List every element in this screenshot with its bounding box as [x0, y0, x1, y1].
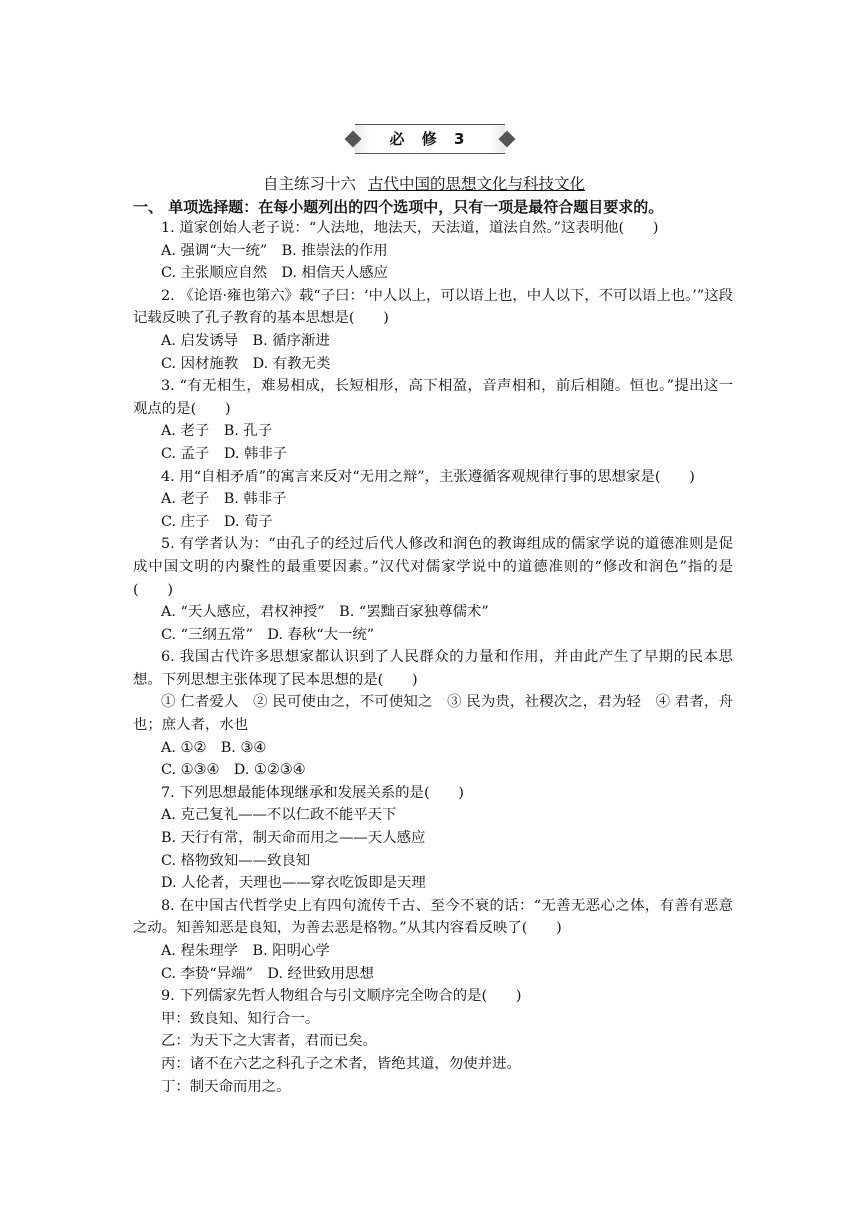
practice-topic: 古代中国的思想文化与科技文化: [368, 175, 586, 193]
q2-stem: 2. 《论语·雍也第六》载“子曰：‘中人以上，可以语上也，中人以下，不可以语上也。’”这段记载反映了孔子教育的基本思想是( ): [133, 287, 733, 327]
q7-option-a: A. 克己复礼——不以仁政不能平天下: [161, 807, 397, 824]
q4-options-cd: C. 庄子 D. 荀子: [161, 513, 273, 530]
q9-line-bing: 丙：诸不在六艺之科孔子之术者，皆绝其道，勿使并进。: [161, 1055, 521, 1072]
q2-options-ab: A. 启发诱导 B. 循序渐进: [161, 332, 330, 349]
practice-title: [0, 172, 860, 194]
q7-option-b: B. 天行有常，制天命而用之——天人感应: [161, 830, 426, 847]
q9-line-jia: 甲：致良知、知行合一。: [161, 1010, 320, 1027]
q3-stem: 3. “有无相生，难易相成，长短相形，高下相盈，音声相和，前后相随。恒也。”提出这一观点的是( ): [133, 378, 733, 417]
q4-options-ab: A. 老子 B. 韩非子: [161, 491, 287, 508]
q9-line-ding: 丁：制天命而用之。: [161, 1078, 291, 1095]
q7-stem: 7. 下列思想最能体现继承和发展关系的是( ): [161, 784, 464, 801]
q7-option-c: C. 格物致知——致良知: [161, 852, 311, 869]
q6-options-ab: A. ①② B. ③④: [161, 739, 267, 756]
q7-option-d: D. 人伦者，天理也——穿衣吃饭即是天理: [161, 875, 426, 892]
q3-options-cd: C. 孟子 D. 韩非子: [161, 445, 288, 462]
practice-prefix: 自主练习十六: [262, 175, 356, 193]
q5-options-ab: A. “天人感应，君权神授” B. “罢黜百家独尊儒术”: [161, 604, 489, 621]
q8-options-ab: A. 程朱理学 B. 阳明心学: [161, 943, 330, 959]
header-band: [355, 124, 505, 154]
q8-options-cd: C. 李贽“异端” D. 经世致用思想: [161, 965, 374, 982]
q6-options-cd: C. ①③④ D. ①②③④: [161, 762, 306, 779]
q5-stem: 5. 有学者认为：“由孔子的经过后代人修改和润色的教诲组成的儒家学说的道德准则是促成中国文明的内聚性的最重要因素。”汉代对儒家学说中的道德准则的“修改和润色”指的是( ): [133, 536, 733, 598]
header-label: 必 修 3: [389, 130, 471, 148]
q1-options-cd: C. 主张顺应自然 D. 相信天人感应: [161, 265, 388, 282]
q2-options-cd: C. 因材施教 D. 有教无类: [161, 355, 331, 372]
q9-line-yi: 乙：为天下之大害者，君而已矣。: [161, 1033, 377, 1050]
q8-stem: 8. 在中国古代哲学史上有四句流传千古、至今不衰的话：“无善无恶心之体，有善有恶意之动。知善知恶是良知，为善去恶是格物。”从其内容看反映了( ): [133, 897, 733, 937]
q9-stem: 9. 下列儒家先哲人物组合与引文顺序完全吻合的是( ): [161, 988, 522, 1005]
q1-stem: 1. 道家创始人老子说：“人法地，地法天，天法道，道法自然。”这表明他( ): [161, 220, 659, 236]
q4-stem: 4. 用“自相矛盾”的寓言来反对“无用之辩”，主张遵循客观规律行事的思想家是( ): [161, 468, 695, 485]
section-heading: 一、 单项选择题：在每小题列出的四个选项中，只有一项是最符合题目要求的。: [133, 198, 664, 216]
q5-options-cd: C. “三纲五常” D. 春秋“大一统”: [161, 626, 375, 643]
q6-items: ① 仁者爱人 ② 民可使由之，不可使知之 ③ 民为贵，社稷次之，君为轻 ④ 君者，舟也；庶人者，水也: [133, 694, 733, 734]
q1-options-ab: A. 强调“大一统” B. 推崇法的作用: [161, 242, 388, 259]
question-list: [133, 217, 733, 1098]
q3-options-ab: A. 老子 B. 孔子: [161, 423, 273, 440]
q6-stem: 6. 我国古代许多思想家都认识到了人民群众的力量和作用，并由此产生了早期的民本思想。下列思想主张体现了民本思想的是( ): [133, 649, 733, 688]
